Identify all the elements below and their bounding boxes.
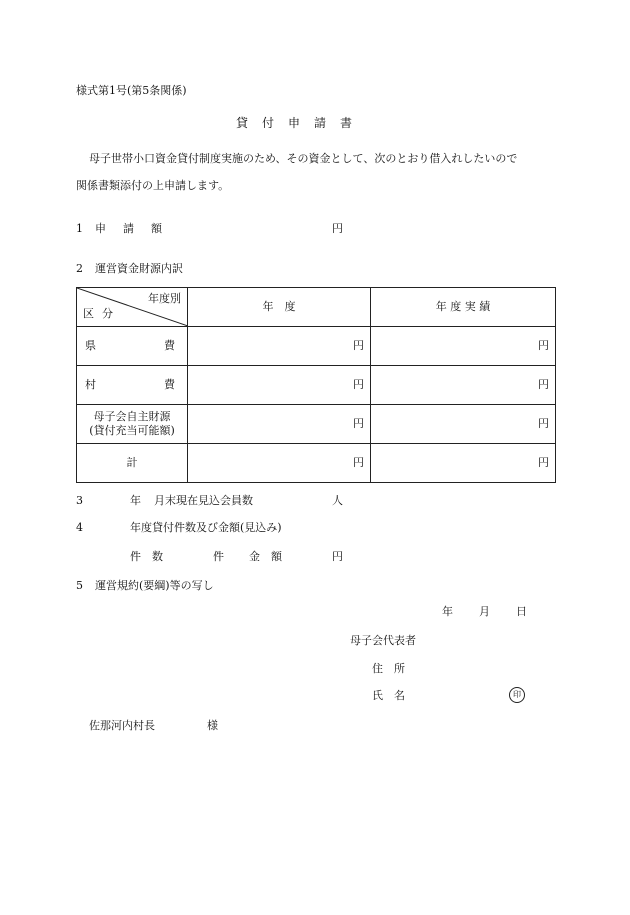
title-text: 貸 付 申 請 書 xyxy=(236,116,354,130)
row-label-prefecture xyxy=(77,327,188,366)
item5-number: 5 xyxy=(76,579,83,592)
table-header-row xyxy=(77,288,556,327)
label-char: 県 xyxy=(85,339,96,352)
diagonal-header-cell xyxy=(77,288,188,327)
intro-text-line2: 関係書類添付の上申請します。 xyxy=(76,179,230,192)
item2-label: 運営資金財源内訳 xyxy=(95,262,183,275)
item5-text: 運営規約(要綱)等の写し xyxy=(95,579,214,592)
cell-unit: 円 xyxy=(188,444,371,483)
table-row xyxy=(77,366,556,405)
item3-year: 年 xyxy=(130,494,141,507)
header-by-year: 年度別 xyxy=(148,292,181,305)
label-char: 費 xyxy=(164,378,175,391)
table-row xyxy=(77,327,556,366)
date-year: 年 xyxy=(442,605,453,618)
item4-text: 年度貸付件数及び金額(見込み) xyxy=(130,521,282,534)
row-label-own-funds xyxy=(77,405,188,444)
own-funds-line1: 母子会自主財源 xyxy=(93,410,171,423)
row-label-village xyxy=(77,366,188,405)
item3-text: 月末現在見込会員数 xyxy=(154,494,253,507)
item4-count-unit: 件 xyxy=(213,550,224,563)
item2-number: 2 xyxy=(76,262,83,275)
date-month: 月 xyxy=(479,605,490,618)
addressee-name: 佐那河内村長 xyxy=(89,719,155,732)
document-title xyxy=(236,116,353,130)
cell-unit: 円 xyxy=(188,366,371,405)
date-day: 日 xyxy=(516,605,527,618)
label-char: 村 xyxy=(85,378,96,391)
item4-amount-label: 金 額 xyxy=(249,550,282,563)
cell-unit: 円 xyxy=(371,405,556,444)
item1-unit: 円 xyxy=(332,222,343,235)
item3-number: 3 xyxy=(76,494,83,507)
applicant-org: 母子会代表者 xyxy=(350,634,416,647)
item1-label: 申 請 額 xyxy=(95,222,165,235)
seal-icon: 印 xyxy=(509,687,525,703)
item3-unit: 人 xyxy=(332,494,343,507)
item4-number: 4 xyxy=(76,521,83,534)
fund-breakdown-table xyxy=(76,287,556,483)
applicant-name-label: 氏 名 xyxy=(372,689,405,702)
cell-unit: 円 xyxy=(371,366,556,405)
item4-count-label: 件 数 xyxy=(130,550,163,563)
cell-unit: 円 xyxy=(188,327,371,366)
addressee-honorific: 様 xyxy=(207,719,218,732)
applicant-address-label: 住 所 xyxy=(372,662,405,675)
cell-unit: 円 xyxy=(371,444,556,483)
label-char: 費 xyxy=(164,339,175,352)
item1-number: 1 xyxy=(76,222,83,235)
header-annual-results: 年 度 実 績 xyxy=(371,288,556,327)
header-fiscal-year: 年 度 xyxy=(188,288,371,327)
table-row xyxy=(77,444,556,483)
intro-text-line1: 母子世帯小口資金貸付制度実施のため、その資金として、次のとおり借入れしたいので xyxy=(89,152,518,165)
form-label: 様式第1号(第5条関係) xyxy=(76,84,187,97)
cell-unit: 円 xyxy=(371,327,556,366)
table-row xyxy=(77,405,556,444)
row-label-total: 計 xyxy=(77,444,188,483)
header-category: 区分 xyxy=(83,307,121,320)
cell-unit: 円 xyxy=(188,405,371,444)
own-funds-line2: (貸付充当可能額) xyxy=(89,424,175,437)
item4-amount-unit: 円 xyxy=(332,550,343,563)
